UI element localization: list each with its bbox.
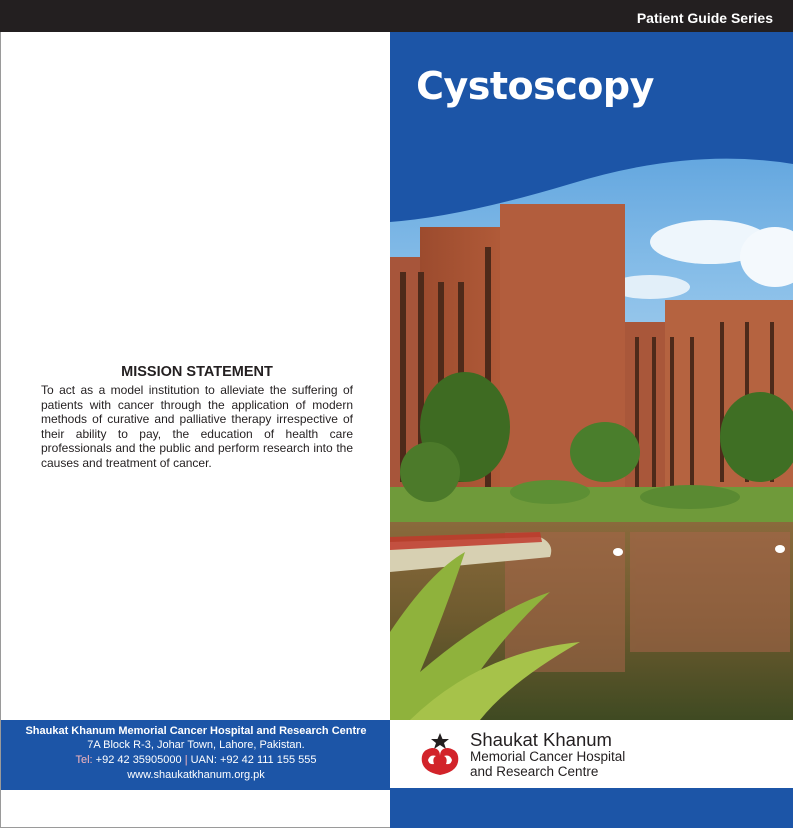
hospital-logo xyxy=(390,720,793,788)
top-bar xyxy=(0,0,793,32)
cover-photo xyxy=(390,32,793,720)
tree xyxy=(400,442,460,502)
tel-number: +92 42 35905000 xyxy=(92,754,185,766)
logo-name: Shaukat Khanum xyxy=(470,729,612,750)
mission-body: To act as a model institution to alleviate the suffering of patients with cancer through the application of modern methods of curative and palliative therapy irrespective of their ability to pay, the education of health care professionals and the public and perform research into the causes and treatment of cancer. xyxy=(41,383,353,470)
contact-band xyxy=(1,720,391,790)
contact-website[interactable]: www.shaukatkhanum.org.pk xyxy=(127,769,265,781)
mission-statement xyxy=(41,364,353,471)
series-label: Patient Guide Series xyxy=(636,10,773,26)
tree xyxy=(570,422,640,482)
back-panel xyxy=(0,32,390,828)
logo-line3: and Research Centre xyxy=(470,763,599,779)
phone-separator: | xyxy=(184,754,188,766)
uan-number: UAN: +92 42 111 155 555 xyxy=(187,754,317,766)
swan xyxy=(775,545,785,553)
contact-phone-line xyxy=(1,753,391,768)
mission-title: MISSION STATEMENT xyxy=(121,364,273,380)
contact-address: 7A Block R-3, Johar Town, Lahore, Pakistan. xyxy=(87,739,305,751)
shrub xyxy=(510,480,590,504)
swan xyxy=(613,548,623,556)
tel-label: Tel: xyxy=(75,754,93,766)
contact-hospital-name: Shaukat Khanum Memorial Cancer Hospital and Research Centre xyxy=(25,725,367,737)
cover-title: Cystoscopy xyxy=(416,64,654,108)
skmch-logo-icon xyxy=(416,732,464,776)
cover-bottom-band xyxy=(390,788,793,828)
cover-panel xyxy=(390,32,793,828)
shrub xyxy=(640,485,740,509)
logo-line2: Memorial Cancer Hospital xyxy=(470,749,626,764)
logo-text xyxy=(470,730,625,779)
